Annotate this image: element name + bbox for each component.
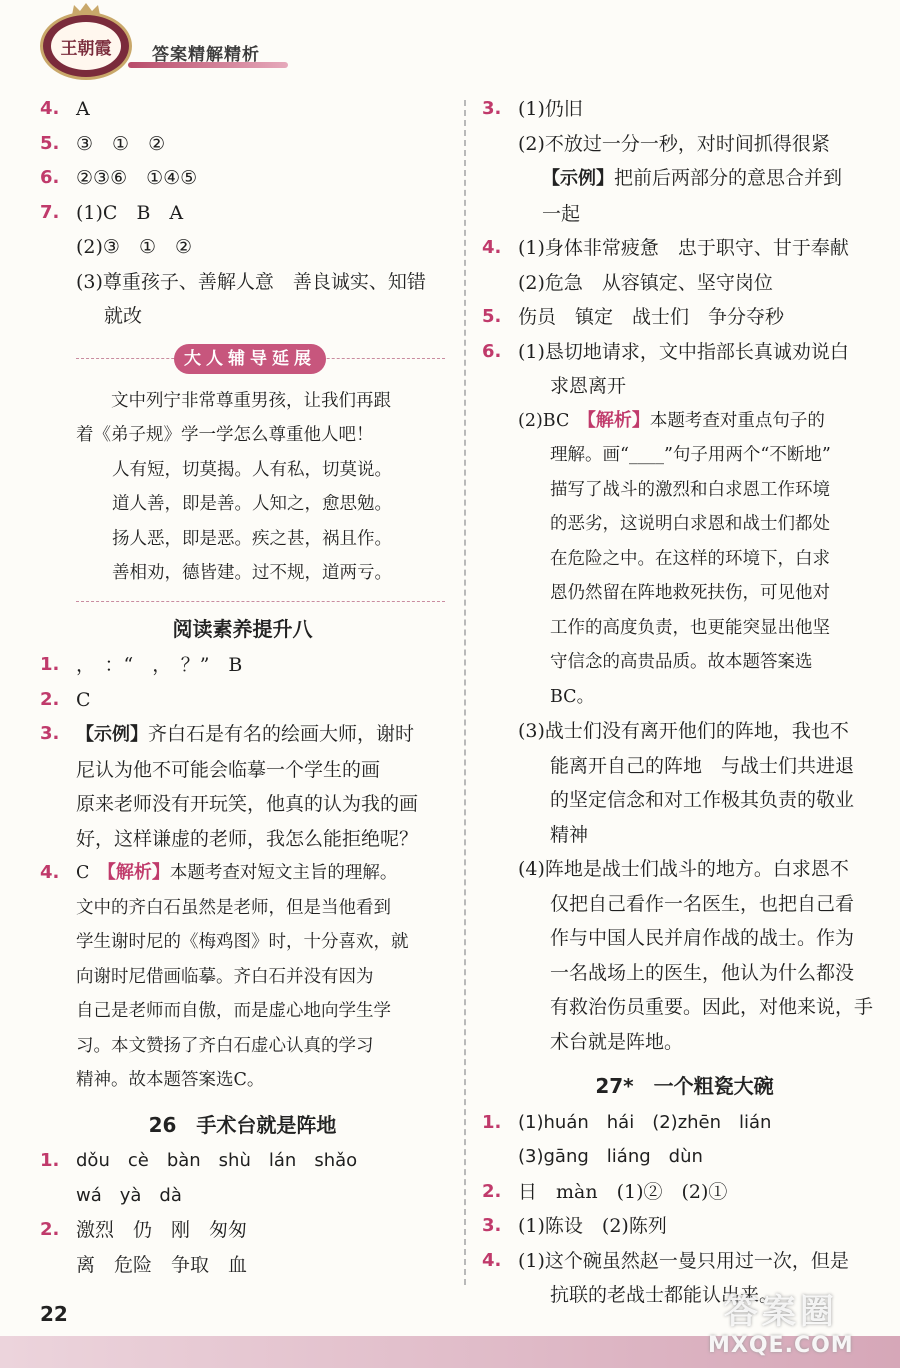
answer-line: (1)恳切地请求，文中指部长真诚劝说白 xyxy=(518,340,849,363)
answer-item xyxy=(40,92,445,127)
answer-line: (2)危急 从容镇定、坚守岗位 xyxy=(518,271,773,294)
question-number: 1. xyxy=(482,1111,502,1133)
answer-text: C xyxy=(76,688,91,711)
answer-line: 文中的齐白石虽然是老师，但是当他看到 xyxy=(76,897,391,918)
poem-line: 人有短，切莫揭。人有私，切莫说。 xyxy=(112,459,392,480)
answer-item xyxy=(40,683,445,718)
answer-line: 本题考查对重点句子的 xyxy=(649,410,825,431)
answer-line: 习。本文赞扬了齐白石虚心认真的学习 xyxy=(76,1035,374,1056)
answer-line: 工作的高度负责，也更能突显出他坚 xyxy=(550,617,830,638)
answer-line: 作与中国人民并肩作战的战士。作为 xyxy=(550,927,855,949)
question-number: 1. xyxy=(40,1150,60,1171)
question-number: 3. xyxy=(40,723,60,744)
answer-line: 精神。故本题答案选C。 xyxy=(76,1070,265,1090)
answer-item xyxy=(482,300,887,335)
example-tag: 【示例】 xyxy=(76,724,148,745)
poem-line: 扬人恶，即是恶。疾之甚，祸且作。 xyxy=(112,528,392,549)
answer-line: 向谢时尼借画临摹。齐白石并没有因为 xyxy=(76,966,374,987)
answer-line: 激烈 仍 刚 匆匆 xyxy=(76,1219,248,1241)
answer-line: 仅把自己看作一名医生，也把自己看 xyxy=(550,892,855,915)
extension-header xyxy=(40,336,445,384)
left-column xyxy=(40,92,445,1282)
answer-line: 尼认为他不可能会临摹一个学生的画 xyxy=(76,758,381,781)
watermark-title: 答案圈 xyxy=(723,1292,838,1332)
pinyin-line: (1)huán hái (2)zhēn lián xyxy=(518,1111,772,1133)
answer-text: 日 màn (1)② (2)① xyxy=(518,1180,728,1203)
answer-text: A xyxy=(76,98,90,120)
pinyin-line: dǒu cè bàn shù lán shǎo xyxy=(76,1150,358,1171)
answer-choice: C xyxy=(76,863,90,883)
answer-text: (1)陈设 (2)陈列 xyxy=(518,1215,667,1237)
question-number: 4. xyxy=(482,1249,502,1271)
question-number: 2. xyxy=(40,1219,60,1240)
page-number: 22 xyxy=(40,1302,68,1326)
answer-item xyxy=(482,335,887,1060)
answer-item xyxy=(482,231,887,300)
question-number: 4. xyxy=(40,98,60,119)
answer-line: (3)战士们没有离开他们的阵地，我也不 xyxy=(518,720,849,742)
answer-line: 有救治伤员重要。因此，对他来说，手 xyxy=(550,996,874,1018)
answer-line: 本题考查对短文主旨的理解。 xyxy=(169,863,398,883)
answer-line: 理解。画“____”句子用两个“不断地” xyxy=(550,445,831,465)
example-tag: 【示例】 xyxy=(542,168,614,189)
question-number: 3. xyxy=(482,98,502,119)
lesson-title: 27* 一个粗瓷大碗 xyxy=(595,1074,774,1098)
page-header xyxy=(0,0,900,90)
answer-line: 齐白石是有名的绘画大师，谢时 xyxy=(148,723,415,745)
answer-item xyxy=(40,1213,445,1282)
header-title: 答案精解精析 xyxy=(152,45,260,65)
answer-item xyxy=(482,1175,887,1210)
answer-line: 的坚定信念和对工作极其负责的敬业 xyxy=(550,789,855,811)
answer-line: 守信念的高贵品质。故本题答案选 xyxy=(550,652,813,672)
answer-line: 好，这样谦虚的老师，我怎么能拒绝呢？ xyxy=(76,827,419,850)
answer-line: (2)③ ① ② xyxy=(76,236,193,258)
question-number: 1. xyxy=(40,654,60,675)
answer-line: (4)阵地是战士们战斗的地方。白求恩不 xyxy=(518,858,849,880)
column-divider xyxy=(464,100,466,1285)
brand-logo-text: 王朝霞 xyxy=(51,22,121,70)
question-number: 3. xyxy=(482,1215,502,1236)
answer-text: ， ：“ ， ？” B xyxy=(76,654,243,676)
answer-line: 把前后两部分的意思合并到 xyxy=(614,167,843,189)
extension-title: 大人辅导延展 xyxy=(174,344,326,374)
answer-line: 原来老师没有开玩笑，他真的认为我的画 xyxy=(76,793,419,815)
poem-line: 道人善，即是善。人知之，愈思勉。 xyxy=(112,494,392,514)
answer-line: 就改 xyxy=(104,305,143,327)
answer-line: 一起 xyxy=(542,202,581,225)
extension-end-divider xyxy=(76,601,445,602)
brand-logo xyxy=(40,12,132,80)
answer-line: 在危险之中。在这样的环境下，白求 xyxy=(550,548,830,569)
answer-text: ③ ① ② xyxy=(76,132,166,155)
answer-line: (1)C B A xyxy=(76,201,184,224)
analysis-tag: 【解析】 xyxy=(586,409,650,431)
answer-item xyxy=(40,856,445,891)
answer-line: 描写了战斗的激烈和白求恩工作环境 xyxy=(550,479,830,500)
answer-line: (2)不放过一分一秒，对时间抓得很紧 xyxy=(518,132,830,155)
pinyin-line: (3)gāng liáng dùn xyxy=(518,1146,703,1167)
question-number: 5. xyxy=(482,306,502,327)
question-number: 2. xyxy=(482,1180,502,1202)
answer-item xyxy=(40,1144,445,1213)
answer-item xyxy=(40,717,445,787)
answer-line: 学生谢时尼的《梅鸡图》时，十分喜欢，就 xyxy=(76,932,409,952)
question-number: 5. xyxy=(40,132,60,154)
analysis-tag: 【解析】 xyxy=(106,862,170,883)
question-number: 6. xyxy=(482,340,502,362)
right-column xyxy=(482,92,887,1313)
watermark-url: MXQE.COM xyxy=(708,1333,854,1358)
extension-text: 着《弟子规》学一学怎么尊重他人吧！ xyxy=(76,425,374,445)
answer-line: (1)这个碗虽然赵一曼只用过一次，但是 xyxy=(518,1249,849,1272)
answer-line: (1)仍旧 xyxy=(518,98,583,120)
answer-line: 一名战场上的医生，他认为什么都没 xyxy=(550,961,855,984)
question-number: 2. xyxy=(40,688,60,710)
poem-line: 善相劝，德皆建。过不规，道两亏。 xyxy=(112,563,392,583)
answer-line: (1)身体非常疲惫 忠于职守、甘于奉献 xyxy=(518,237,849,259)
answer-line: 的恶劣，这说明白求恩和战士们都处 xyxy=(550,514,830,534)
answer-item xyxy=(482,1106,887,1175)
answer-line: (3)尊重孩子、善解人意 善良诚实、知错 xyxy=(76,270,426,293)
site-watermark xyxy=(708,1284,854,1358)
answer-choice: (2)BC xyxy=(518,410,570,431)
answer-line: 精神 xyxy=(550,823,589,846)
section-title: 阅读素养提升八 xyxy=(172,616,313,641)
answer-line: 抗联的老战士都能认出来。 xyxy=(550,1284,779,1306)
lesson-title: 26 手术台就是阵地 xyxy=(148,1112,337,1137)
answer-line: 能离开自己的阵地 与战士们共进退 xyxy=(550,754,855,777)
answer-item xyxy=(482,1209,887,1244)
answer-line: 恩仍然留在阵地救死扶伤，可见他对 xyxy=(550,583,830,603)
answer-text: 伤员 镇定 战士们 争分夺秒 xyxy=(518,306,785,328)
answer-line: 术台就是阵地。 xyxy=(550,1030,684,1053)
answer-line: 自己是老师而自傲，而是虚心地向学生学 xyxy=(76,1001,391,1021)
answer-item xyxy=(482,92,887,231)
answer-text: ②③⑥ ①④⑤ xyxy=(76,167,198,189)
pinyin-line: wá yà dà xyxy=(76,1184,182,1206)
answer-line: BC。 xyxy=(550,686,595,707)
answer-line: 求恩离开 xyxy=(550,375,627,397)
answer-item xyxy=(40,196,445,334)
answer-item xyxy=(40,127,445,162)
question-number: 6. xyxy=(40,167,60,188)
question-number: 4. xyxy=(40,862,60,883)
answer-item xyxy=(40,161,445,196)
question-number: 4. xyxy=(482,237,502,258)
answer-line: 离 危险 争取 血 xyxy=(76,1253,248,1276)
extension-text: 文中列宁非常尊重男孩，让我们再跟 xyxy=(76,390,391,411)
answer-item xyxy=(40,648,445,683)
question-number: 7. xyxy=(40,201,60,223)
